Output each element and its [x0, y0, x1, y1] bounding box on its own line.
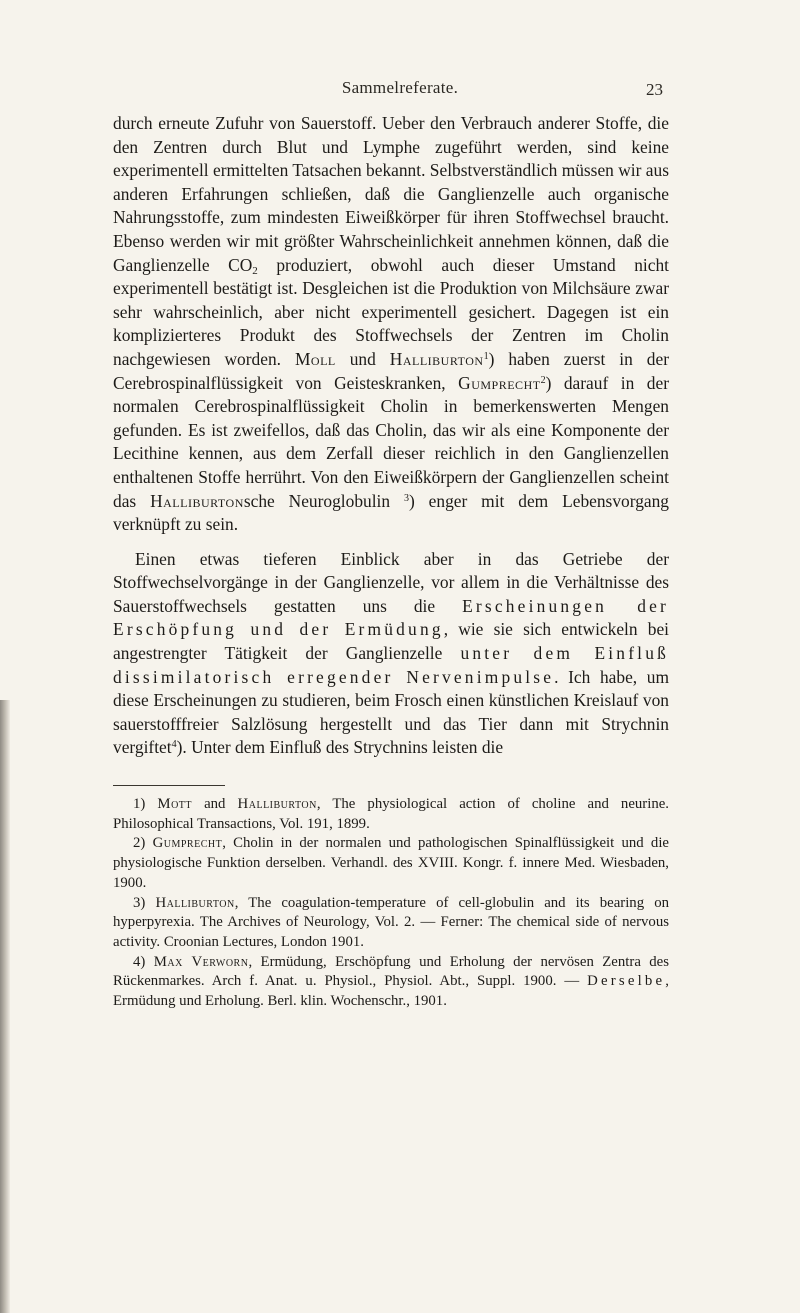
footnote-1: 1) Mott and Halliburton, The physiological action of choline and neurine. Philosophical Transactions, Vol. 191, 1899.: [113, 796, 670, 832]
author-halliburton-2: Halliburton: [150, 490, 244, 511]
page-number: 23: [646, 80, 663, 99]
author-moll: Moll: [294, 348, 336, 369]
spaced-emphasis-2: unter dem Einfluß dissimilatorisch erregender Nervenimpulse: [113, 643, 670, 687]
body-text: [113, 112, 669, 760]
footnote-ref-1: 1: [483, 350, 489, 362]
footnote-ref-4: 4: [171, 739, 177, 751]
running-title: Sammelreferate.: [341, 78, 459, 97]
footnotes: [113, 795, 669, 1012]
author-halliburton: Halliburton: [389, 348, 484, 369]
footnote-3: 3) Halliburton, The coagulation-temperature of cell-globulin and its bearing on hyperpyrexia. The Archives of Neurology, Vol. 2. — Ferner: The chemical side of nervous activity. Croonian Lectures, London 1901.: [113, 894, 670, 950]
paragraph-2: Einen etwas tieferen Einblick aber in das Getriebe der Stoffwechselvorgänge in der Ganglienzelle, vor allem in die Verhältnisse des Sauerstoffwechsels gestatten uns die Erscheinungen der Erschöpfung und der Ermüdung, wie sie sich entwickeln bei angestrengter Tätigkeit der Ganglienzelle unter dem Einfluß dissimilatorisch erregender Nervenimpulse. Ich habe, um diese Erscheinungen zu studieren, beim Frosch einen künstlichen Kreislauf von sauerstofffreier Salzlösung hergestellt und das Tier dann mit Strychnin vergiftet$^4$). Unter dem Einfluß des Strychnins leisten die: [113, 548, 670, 758]
footnote-ref-2: 2: [540, 374, 546, 386]
co2-subscript: 2: [252, 264, 258, 277]
running-head: [0, 78, 800, 104]
footnote-divider: [113, 785, 225, 786]
page-edge-shadow: [0, 700, 10, 1313]
footnote-2: 2) Gumprecht, Cholin in der normalen und pathologischen Spinalflüssigkeit und die physiologische Funktion derselben. Verhandl. des XVIII. Kongr. f. innere Med. Wiesbaden, 1900.: [113, 835, 669, 891]
author-gumprecht: Gumprecht: [458, 372, 541, 393]
footnote-4: 4) Max Verworn, Ermüdung, Erschöpfung und Erholung der nervösen Zentra des Rückenmarkes. Arch f. Anat. u. Physiol., Physiol. Abt., Suppl. 1900. — Derselbe, Ermüdung und Erholung. Berl. klin. Wochenschr., 1901.: [113, 953, 670, 1010]
spaced-emphasis-1: Erscheinungen der Erschöpfung und der Ermüdung: [113, 595, 670, 640]
footnote-ref-3: 3: [403, 492, 409, 504]
paragraph-1: durch erneute Zufuhr von Sauerstoff. Ueber den Verbrauch anderer Stoffe, die den Zentren durch Blut und Lymphe zugeführt werden, sind keine experimentell ermittelten Tatsachen bekannt. Selbstverständlich müssen wir aus anderen Erfahrungen schließen, daß die Ganglienzelle auch organische Nahrungsstoffe, zum mindesten Eiweißkörper für ihren Stoffwechsel braucht. Ebenso werden wir mit größter Wahrscheinlichkeit annehmen können, daß die Ganglienzelle $CO_2$ produziert, obwohl auch dieser Umstand nicht experimentell bestätigt ist. Desgleichen ist die Produktion von Milchsäure zwar sehr wahrscheinlich, aber nicht experimentell gesichert. Dagegen ist ein komplizierteres Produkt des Stoffwechsels der Zentren im Cholin nachgewiesen worden. Moll und Halliburton$^1$) haben zuerst in der Cerebrospinalflüssigkeit von Geisteskranken, Gumprecht$^2$) darauf in der normalen Cerebrospinalflüssigkeit Cholin in bemerkenswerten Mengen gefunden. Es ist zweifellos, daß das Cholin, das wir als eine Komponente der Lecithine kennen, aus dem Zerfall dieser reichlich in den Ganglienzellen enthaltenen Stoffe herrührt. Von den Eiweißkörpern der Ganglienzellen scheint das Halliburtonsche Neuroglobulin $^3$) enger mit dem Lebensvorgang verknüpft zu sein.: [113, 113, 669, 535]
